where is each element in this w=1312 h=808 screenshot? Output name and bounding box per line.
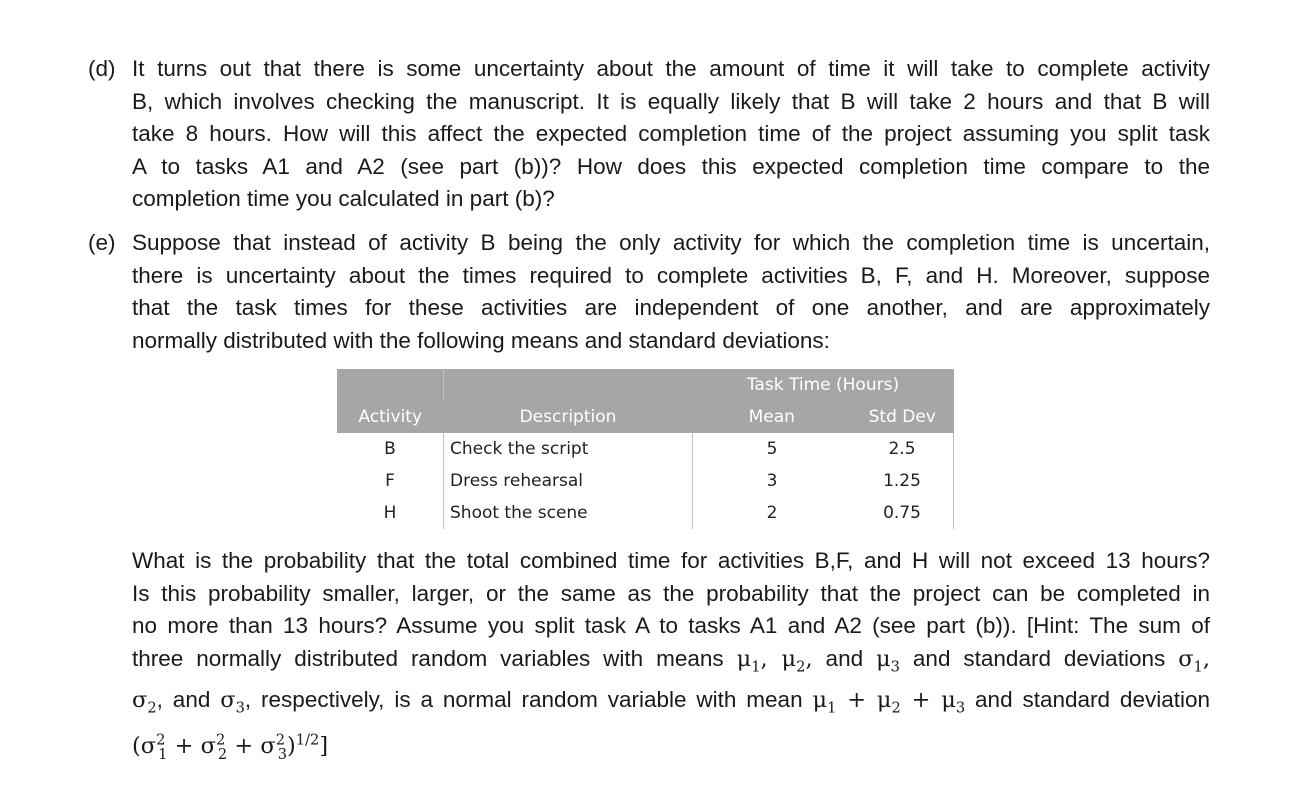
cell-description: Shoot the scene <box>444 497 693 529</box>
question-e-label: (e) <box>88 230 116 255</box>
cell-mean: 3 <box>693 465 852 497</box>
hint-line-4: three normally distributed random variables with means $\mu_1$, $\mu_2$, and $\mu_3$ and standard deviations $\sigma_1$, <box>132 645 1210 675</box>
question-e-continued <box>88 545 1210 771</box>
hint-formula: $(\sigma^2_1 + \sigma^2_2 + \sigma^2_3)^{1/2}$] <box>132 731 329 763</box>
cell-description: Check the script <box>444 433 693 465</box>
question-e <box>88 227 1210 357</box>
cell-activity: H <box>383 503 397 523</box>
cell-activity: B <box>384 439 396 459</box>
table-group-header-row <box>337 369 954 401</box>
cell-std-dev: 2.5 <box>851 433 954 465</box>
question-d <box>88 53 1210 216</box>
question-d-line: It turns out that there is some uncertainty about the amount of time it will take to complete activity <box>132 56 1210 81</box>
question-d-label: (d) <box>88 56 116 81</box>
question-e-after-line: What is the probability that the total combined time for activities B,F, and H will not exceed 13 hours? <box>132 548 1210 573</box>
cell-activity: F <box>385 471 395 491</box>
question-d-line: completion time you calculated in part (b)? <box>132 186 555 211</box>
question-d-line: A to tasks A1 and A2 (see part (b))? How does this expected completion time compare to the <box>132 153 1210 179</box>
question-e-line: Suppose that instead of activity B being the only activity for which the completion time is uncertain, <box>132 230 1210 255</box>
cell-description: Dress rehearsal <box>444 465 693 497</box>
question-e-line: normally distributed with the following means and standard deviations: <box>132 327 830 353</box>
table-row <box>337 465 954 497</box>
task-time-table <box>337 369 954 529</box>
cell-mean: 5 <box>693 433 852 465</box>
column-header-std-dev: Std Dev <box>851 401 954 433</box>
question-e-after-line: Is this probability smaller, larger, or the same as the probability that the project can be completed in <box>132 580 1210 606</box>
column-header-description: Description <box>444 401 693 433</box>
table-column-header-row <box>337 401 954 433</box>
cell-mean: 2 <box>693 497 852 529</box>
question-e-line: there is uncertainty about the times required to complete activities B, F, and H. Moreover, suppose <box>132 262 1210 288</box>
question-d-line: take 8 hours. How will this affect the expected completion time of the project assuming you split task <box>132 121 1210 146</box>
question-d-line: B, which involves checking the manuscript. It is equally likely that B will take 2 hours and that B will <box>132 88 1210 114</box>
cell-std-dev: 0.75 <box>851 497 954 529</box>
cell-std-dev: 1.25 <box>851 465 954 497</box>
hint-line-5: $\sigma_2$, and $\sigma_3$, respectively, is a normal random variable with mean $\mu_1 + \mu_2 + \mu_3$ and standard deviation <box>132 686 1210 716</box>
column-header-mean: Mean <box>693 401 852 433</box>
table-row <box>337 497 954 529</box>
group-header-task-time: Task Time (Hours) <box>693 369 954 401</box>
column-header-activity: Activity <box>337 401 444 433</box>
question-e-after-line: no more than 13 hours? Assume you split task A to tasks A1 and A2 (see part (b)). [Hint: The sum of <box>132 613 1210 638</box>
table-row <box>337 433 954 465</box>
question-e-line: that the task times for these activities are independent of one another, and are approximately <box>132 295 1210 320</box>
